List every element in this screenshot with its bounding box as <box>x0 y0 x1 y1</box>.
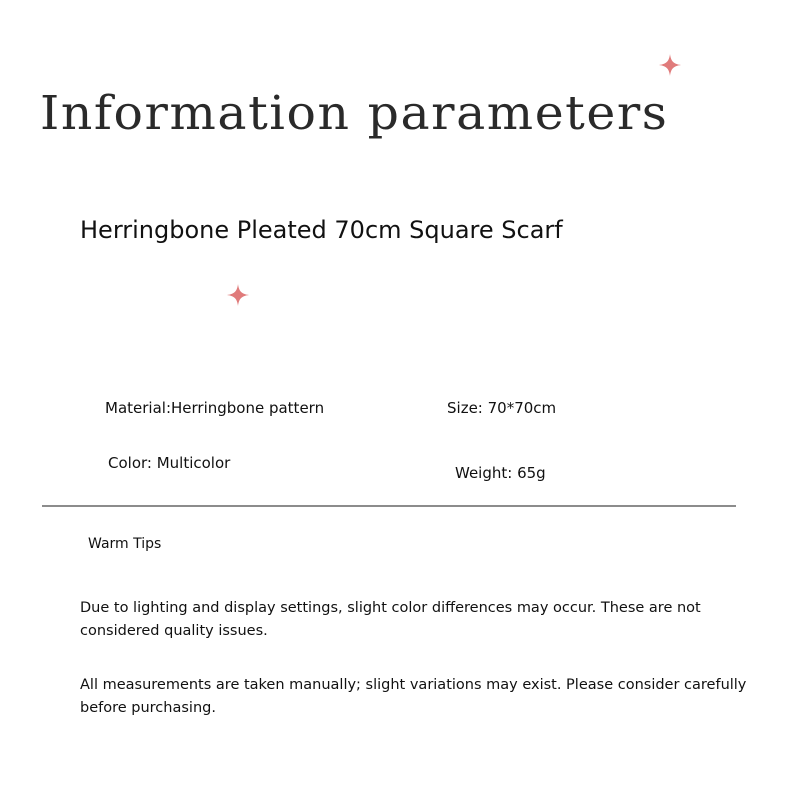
tip-item: Due to lighting and display settings, slight color differences may occur. These are not considered quality issues. <box>80 600 701 639</box>
page-title: Information parameters <box>40 86 669 141</box>
tip-item: All measurements are taken manually; slight variations may exist. Please consider carefully before purchasing. <box>80 677 747 716</box>
spec-material: Material:Herringbone pattern <box>105 399 325 417</box>
divider <box>42 505 736 507</box>
sparkle-icon <box>659 54 681 76</box>
tips-heading: Warm Tips <box>88 536 162 552</box>
spec-weight: Weight: 65g <box>455 464 546 482</box>
sparkle-icon <box>227 284 249 306</box>
spec-size: Size: 70*70cm <box>447 399 557 417</box>
spec-color: Color: Multicolor <box>108 454 231 472</box>
product-name: Herringbone Pleated 70cm Square Scarf <box>80 216 563 244</box>
